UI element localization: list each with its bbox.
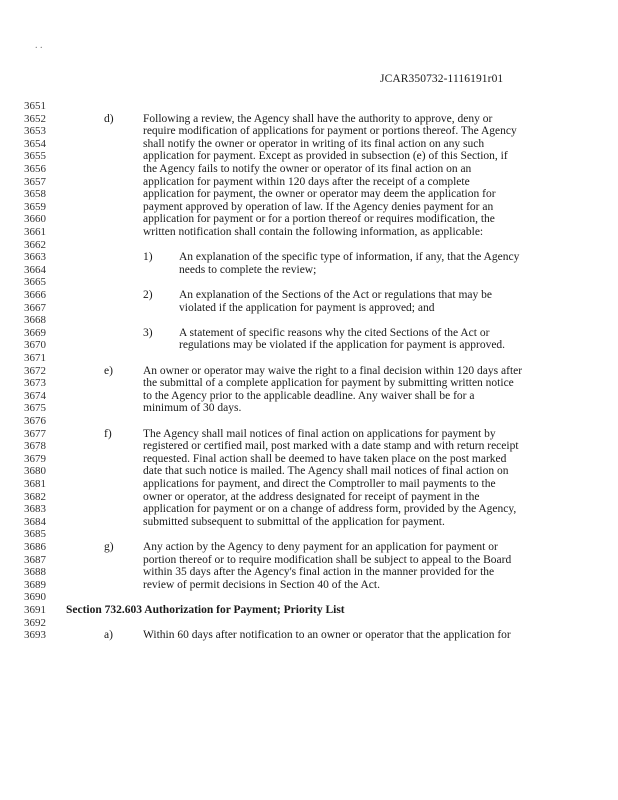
document-id: JCAR350732-1116191r01 [380,73,504,85]
line-number: 3657 [24,175,46,188]
line-text: minimum of 30 days. [143,402,242,415]
subsection-marker: 3) [143,326,153,339]
line-text: application for payment, the owner or operator may deem the application for [143,188,496,201]
line-number: 3686 [24,541,46,553]
line-number: 3658 [24,188,46,201]
line-text: owner or operator, at the address designated for receipt of payment in the [143,490,480,503]
line-text: Within 60 days after notification to an owner or operator that the application for [143,629,511,642]
line-number: 3675 [24,402,46,415]
line-number: 3673 [24,377,46,390]
line-text: An explanation of the specific type of information, if any, that the Agency [179,251,520,264]
line-text: requested. Final action shall be deemed to have taken place on the post marked [143,452,507,465]
line-text: violated if the application for payment is approved; and [179,301,435,314]
line-text: application for payment or on a change of address form, provided by the Agency, [143,503,517,516]
line-text: application for payment. Except as provided in subsection (e) of this Section, if [143,150,508,163]
line-number: 3677 [24,427,46,440]
line-number: 3672 [24,364,46,377]
line-number: 3680 [24,465,46,478]
line-text: written notification shall contain the following information, as applicable: [143,226,484,238]
line-number: 3679 [24,452,46,465]
line-text: within 35 days after the Agency's final action in the manner provided for the [143,566,495,579]
subsection-marker: 1) [143,251,153,264]
line-number: 3688 [24,566,46,579]
line-number: 3655 [24,150,46,163]
line-text: Following a review, the Agency shall have the authority to approve, deny or [143,112,493,125]
line-text: applications for payment, and direct the Comptroller to mail payments to the [143,478,496,490]
line-text: payment approved by operation of law. If the Agency denies payment for an [143,200,494,213]
line-number: 3665 [24,276,46,289]
line-number: 3670 [24,339,46,352]
line-number: 3691 [24,604,46,616]
subsection-marker: d) [104,112,114,125]
document-line [0,628,618,642]
line-number: 3681 [24,478,46,490]
line-text: registered or certified mail, post marked with a date stamp and with return receipt [143,440,519,453]
line-number: 3661 [24,226,46,238]
line-number: 3690 [24,591,46,604]
line-text: An explanation of the Sections of the Act or regulations that may be [179,289,492,301]
line-number: 3652 [24,112,46,125]
subsection-marker: f) [104,427,112,440]
subsection-marker: a) [104,629,113,642]
line-text: date that such notice is mailed. The Agency shall mail notices of final action on [143,465,509,478]
scan-specks: . . [35,40,43,51]
line-number: 3668 [24,314,46,327]
line-text: shall notify the owner or operator in writing of its final action on any such [143,137,485,150]
line-number: 3663 [24,251,46,264]
line-text: require modification of applications for payment or portions thereof. The Agency [143,125,517,138]
line-text: submitted subsequent to submittal of the application for payment. [143,515,445,528]
line-text: application for payment or for a portion thereof or requires modification, the [143,213,495,226]
subsection-marker: g) [104,541,114,553]
line-text: needs to complete the review; [179,263,317,276]
line-number: 3666 [24,289,46,301]
line-text: Any action by the Agency to deny payment for an application for payment or [143,541,498,553]
section-heading: Section 732.603 Authorization for Payment; Priority List [66,604,345,616]
line-number: 3669 [24,326,46,339]
line-number: 3683 [24,503,46,516]
subsection-marker: e) [104,364,113,377]
line-number: 3687 [24,553,46,566]
line-number: 3662 [24,238,46,251]
line-text: the Agency fails to notify the owner or operator of its final action on an [143,163,472,175]
line-text: application for payment within 120 days after the receipt of a complete [143,175,470,188]
line-number: 3693 [24,629,46,642]
line-text: the submittal of a complete application for payment by submitting written notice [143,377,514,390]
line-number: 3674 [24,389,46,402]
line-number: 3651 [24,100,46,112]
line-text: The Agency shall mail notices of final action on applications for payment by [143,427,496,440]
line-text: portion thereof or to require modification shall be subject to appeal to the Board [143,553,512,566]
line-number: 3692 [24,616,46,629]
line-number: 3656 [24,163,46,175]
line-number: 3685 [24,528,46,541]
line-number: 3689 [24,578,46,591]
line-number: 3660 [24,213,46,226]
line-text: review of permit decisions in Section 40 of the Act. [143,578,380,591]
line-number: 3678 [24,440,46,453]
line-text: An owner or operator may waive the right to a final decision within 120 days after [143,364,523,377]
line-number: 3653 [24,125,46,138]
line-number: 3659 [24,200,46,213]
line-number: 3682 [24,490,46,503]
line-text: regulations may be violated if the application for payment is approved. [179,339,506,352]
subsection-marker: 2) [143,289,153,301]
line-text: A statement of specific reasons why the cited Sections of the Act or [179,326,490,339]
line-number: 3684 [24,515,46,528]
line-number: 3676 [24,415,46,427]
line-number: 3664 [24,263,46,276]
line-text: to the Agency prior to the applicable deadline. Any waiver shall be for a [143,389,475,402]
line-number: 3654 [24,137,46,150]
line-number: 3671 [24,352,46,364]
line-number: 3667 [24,301,46,314]
